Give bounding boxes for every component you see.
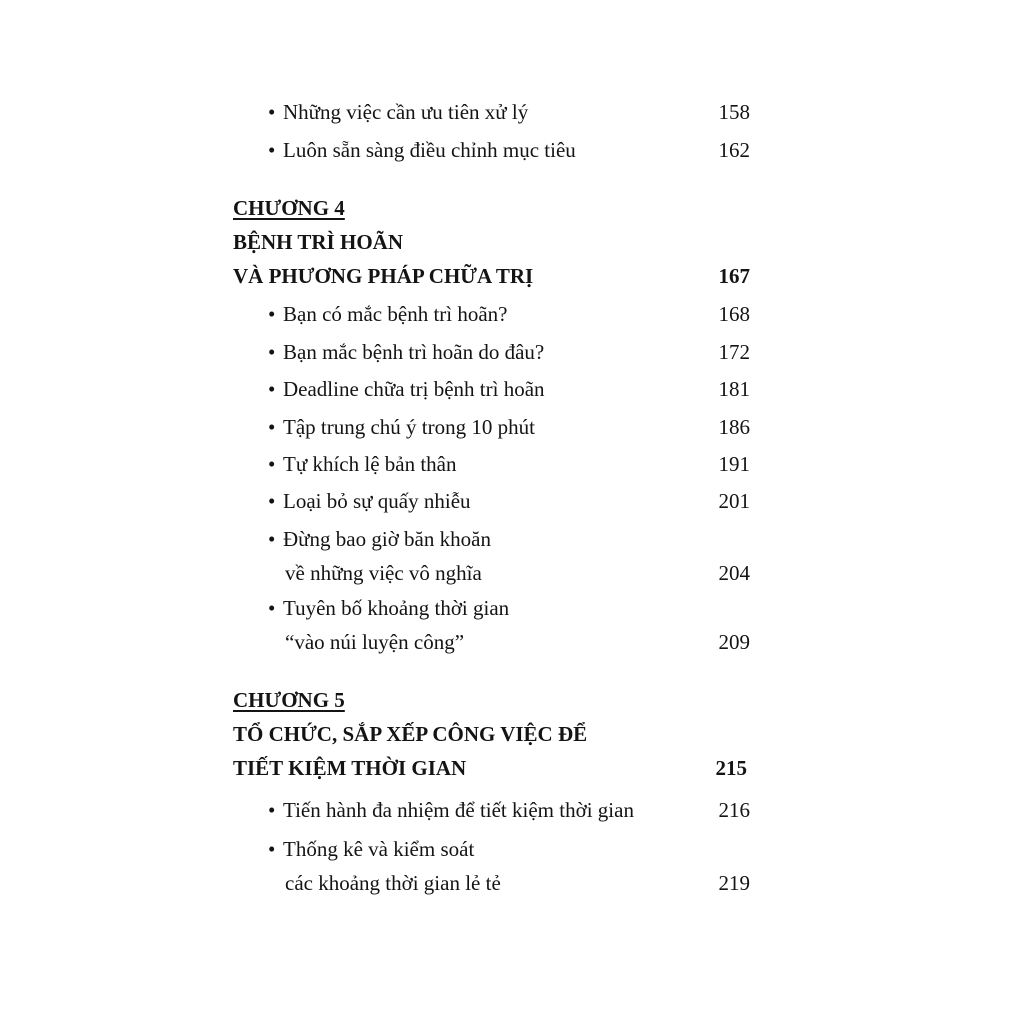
toc-entry-page: 204 <box>718 561 750 585</box>
toc-entry <box>268 591 750 659</box>
bullet: • <box>268 302 276 326</box>
bullet: • <box>268 377 276 401</box>
toc-entry <box>268 410 750 444</box>
toc-entry-title-continued: các khoảng thời gian lẻ tẻ <box>285 871 501 895</box>
toc-entry-title: Tập trung chú ý trong 10 phút <box>283 415 535 439</box>
toc-entry-page: 216 <box>718 798 750 822</box>
bullet: • <box>268 596 276 620</box>
chapter-label: CHƯƠNG 4 <box>233 196 345 220</box>
toc-entry <box>268 335 750 369</box>
toc-entry-title: Tuyên bố khoảng thời gian <box>283 596 510 620</box>
toc-entry-page: 191 <box>718 452 750 476</box>
toc-entry-title: Tiến hành đa nhiệm để tiết kiệm thời gian <box>283 798 634 822</box>
bullet: • <box>268 527 276 551</box>
toc-entry-title: Đừng bao giờ băn khoăn <box>283 527 491 551</box>
bullet: • <box>268 837 276 861</box>
toc-entry-title: Những việc cần ưu tiên xử lý <box>283 100 529 124</box>
chapter-4-heading <box>233 191 750 293</box>
bullet: • <box>268 452 276 476</box>
toc-entry-page: 162 <box>718 138 750 162</box>
toc-entry <box>268 95 750 129</box>
toc-entry-title: Deadline chữa trị bệnh trì hoãn <box>283 377 545 401</box>
chapter-title-line-2: TIẾT KIỆM THỜI GIAN <box>233 756 467 780</box>
chapter-title-line-1: TỔ CHỨC, SẮP XẾP CÔNG VIỆC ĐỂ <box>233 722 588 746</box>
toc-entry-page: 181 <box>718 377 750 401</box>
toc-entry-title: Loại bỏ sự quấy nhiễu <box>283 489 471 513</box>
bullet: • <box>268 489 276 513</box>
toc-entry <box>268 133 750 167</box>
toc-entry-title-continued: về những việc vô nghĩa <box>285 561 482 585</box>
toc-entry-title: Tự khích lệ bản thân <box>283 452 457 476</box>
toc-entry-title: Bạn mắc bệnh trì hoãn do đâu? <box>283 340 545 364</box>
toc-entry <box>268 484 750 518</box>
toc-entry-page: 168 <box>718 302 750 326</box>
toc-entry-page: 172 <box>718 340 750 364</box>
toc-entry-title: Thống kê và kiểm soát <box>283 837 475 861</box>
toc-entry-page: 219 <box>718 871 750 895</box>
toc-entry-page: 201 <box>718 489 750 513</box>
bullet: • <box>268 100 276 124</box>
bullet: • <box>268 415 276 439</box>
chapter-title-line-2: VÀ PHƯƠNG PHÁP CHỮA TRỊ <box>233 264 534 288</box>
toc-entry-title: Bạn có mắc bệnh trì hoãn? <box>283 302 508 326</box>
toc-entry-title-continued: “vào núi luyện công” <box>285 630 465 654</box>
chapter-title-line-1: BỆNH TRÌ HOÃN <box>233 230 403 254</box>
toc-entry <box>268 297 750 331</box>
bullet: • <box>268 798 276 822</box>
toc-entry-page: 186 <box>718 415 750 439</box>
toc-entry <box>268 372 750 406</box>
chapter-page: 167 <box>718 264 750 288</box>
toc-entry-page: 158 <box>718 100 750 124</box>
chapter-page: 215 <box>715 756 747 780</box>
toc-entry <box>268 522 750 590</box>
toc-entry-title: Luôn sẵn sàng điều chỉnh mục tiêu <box>283 138 576 162</box>
toc-entry <box>268 832 750 900</box>
chapter-5-heading <box>233 683 750 785</box>
chapter-label: CHƯƠNG 5 <box>233 688 345 712</box>
toc-entry <box>268 793 750 827</box>
toc-entry <box>268 447 750 481</box>
bullet: • <box>268 340 276 364</box>
bullet: • <box>268 138 276 162</box>
toc-entry-page: 209 <box>718 630 750 654</box>
